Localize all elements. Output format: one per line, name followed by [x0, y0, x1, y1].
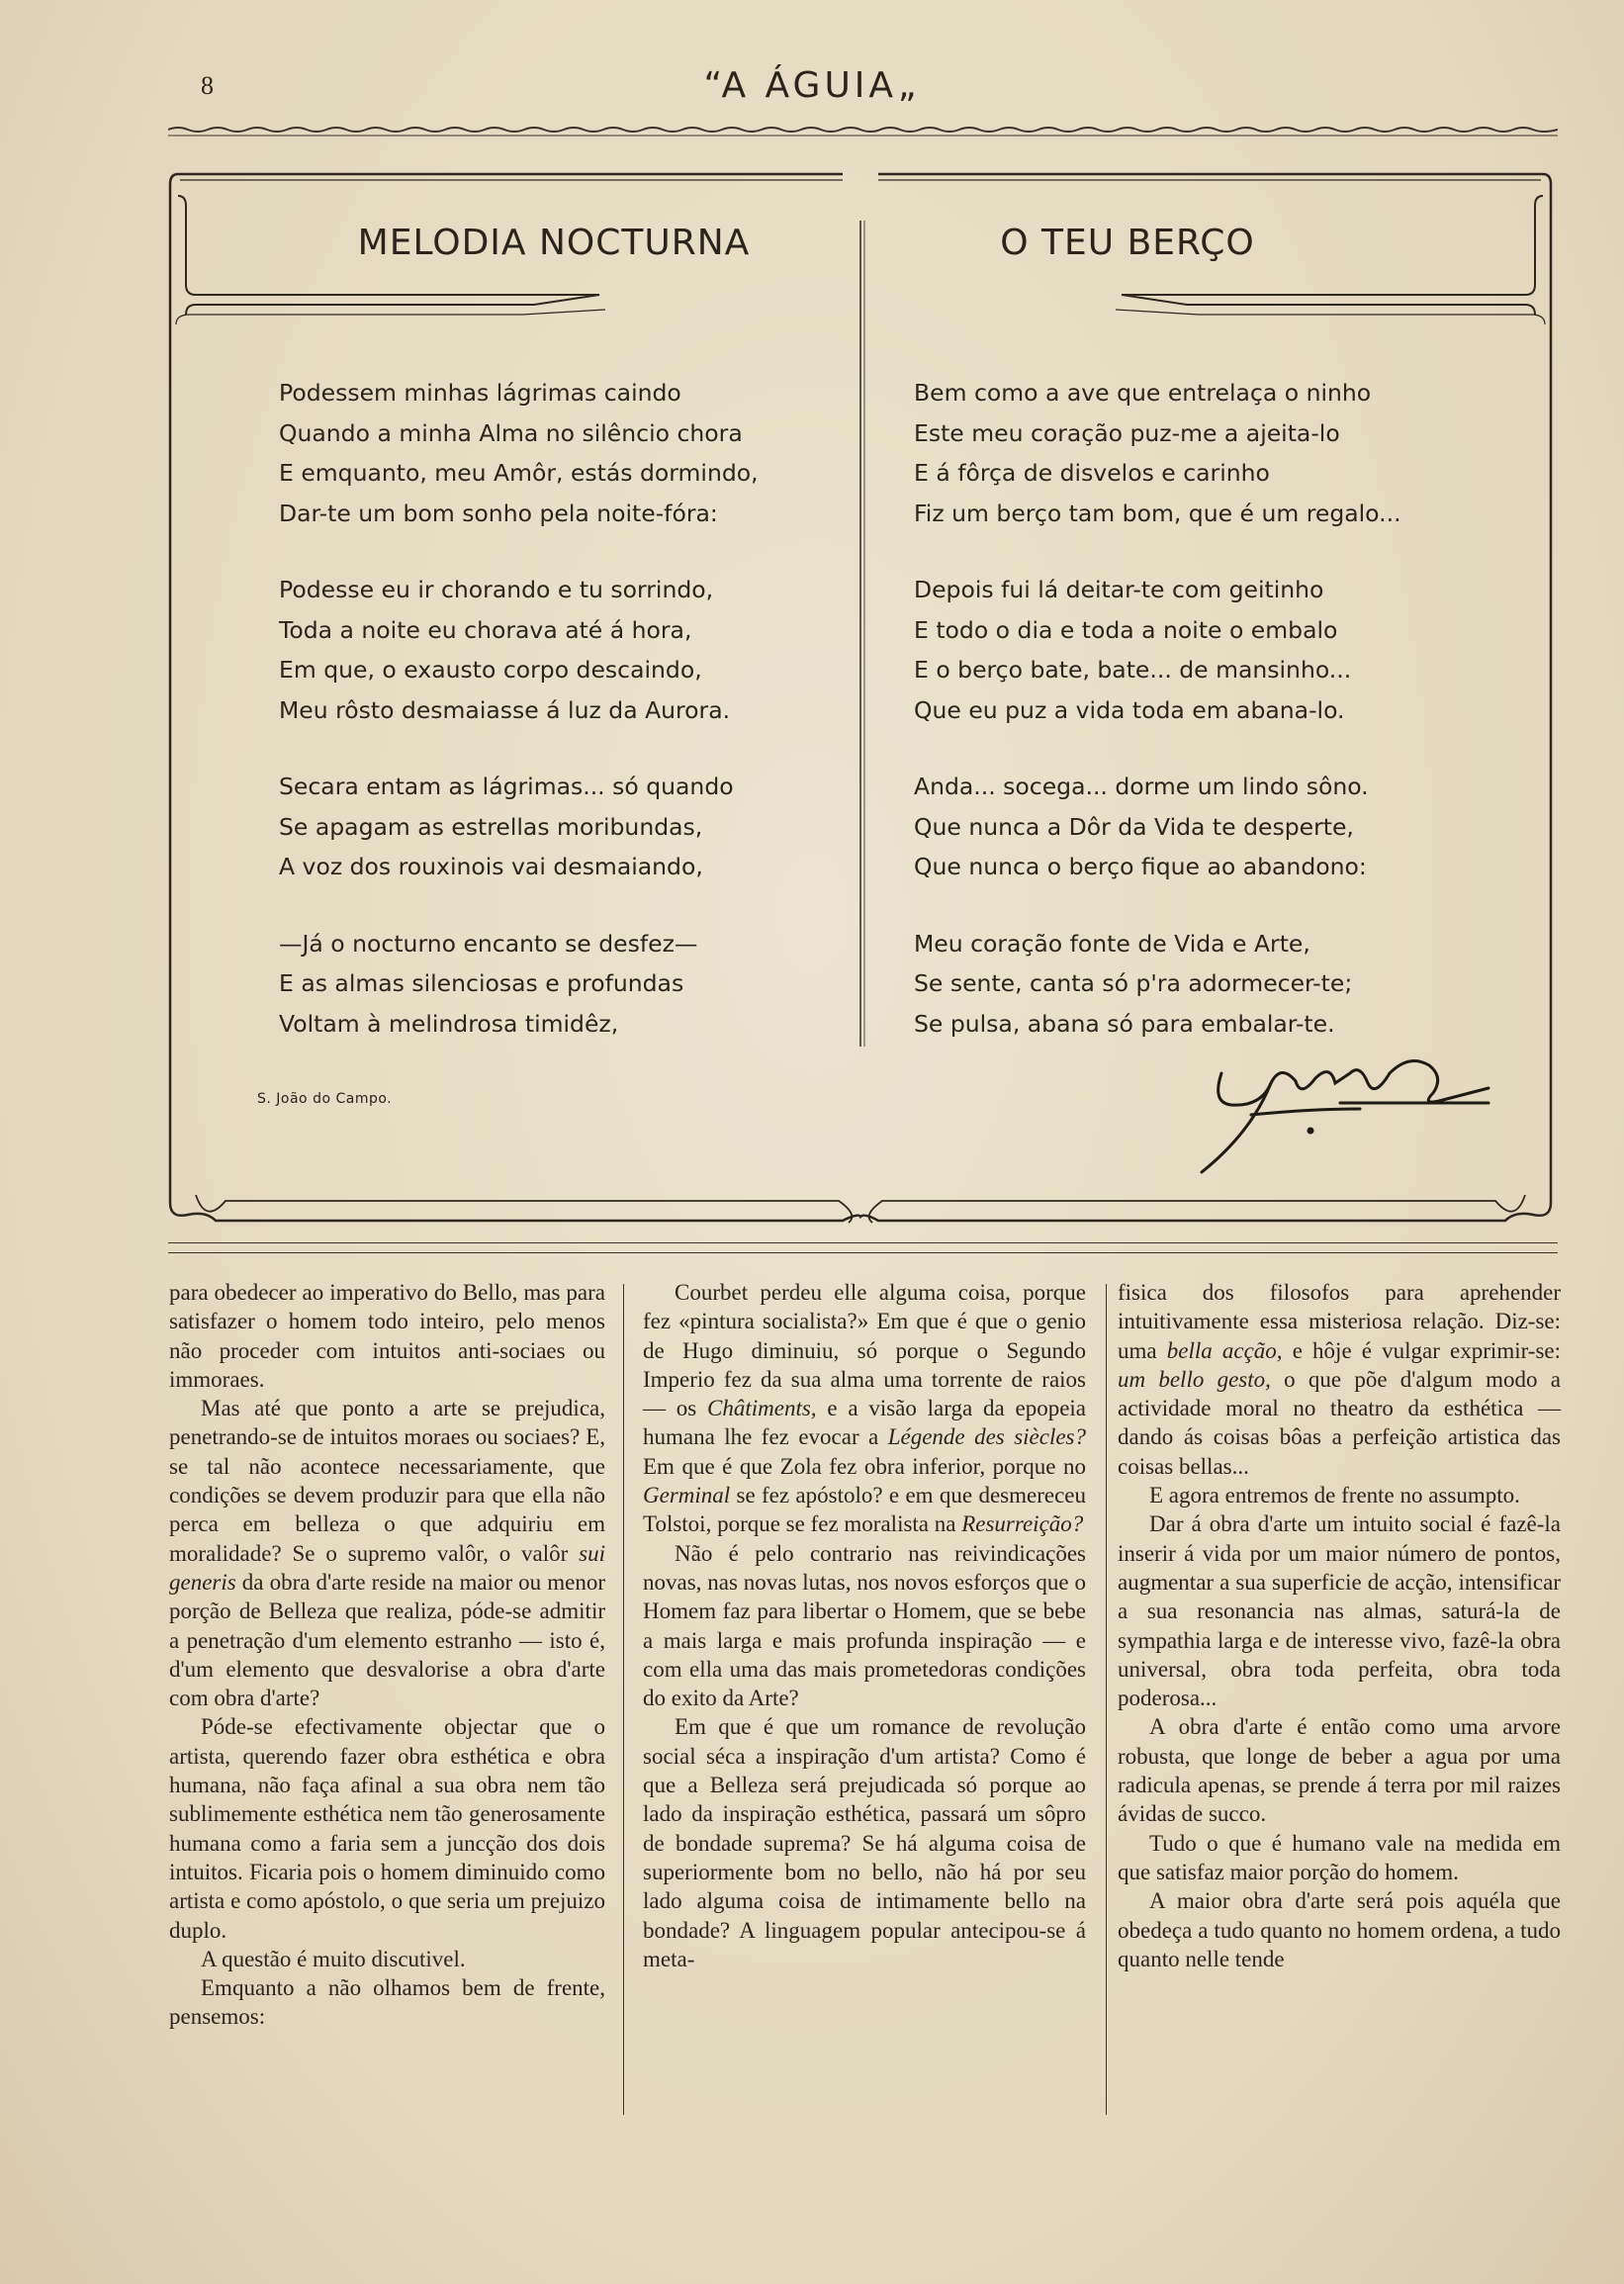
article-paragraph	[643, 1539, 1086, 1713]
paragraph-text: Courbet perdeu elle alguma coisa, porque fez «pintura socialista?» Em que é que o genio de Hugo diminuiu, só porque o Segundo Imperio fez da sua alma uma torrente de raios — os	[643, 1280, 1086, 1421]
paragraph-text: se fez apóstolo? e em que desmereceu Tolstoi, porque se fez moralista na	[643, 1483, 1086, 1537]
poem-line: Se pulsa, abana só para embalar-te.	[914, 1009, 1335, 1038]
section-rule-1	[168, 1242, 1558, 1243]
paragraph-text: Póde-se efectivamente objectar que o artista, querendo fazer obra esthética e obra humana, não faça afinal a sua obra nem tão sublimemente esthética nem tão generosamente humana como a faria sem a juncção dos dois intuitos. Ficaria pois o homem diminuido como artista e como apóstolo, o que seria um prejuizo duplo.	[169, 1714, 605, 1943]
article-paragraph	[643, 1712, 1086, 1973]
poem-stanza	[914, 767, 1401, 887]
article-column-3	[1118, 1278, 1561, 1973]
italic-title: bella acção,	[1166, 1337, 1283, 1363]
poem-line: Secara entam as lágrimas... só quando	[279, 773, 734, 800]
paragraph-text: A obra d'arte é então como uma arvore robusta, que longe de beber a agua por uma radicula apenas, se prende á terra por mil raizes ávidas de succo.	[1118, 1714, 1561, 1827]
paragraph-text: o que põe d'algum modo a actividade moral no theatro da esthética — dando ás coisas bôas a perfeição artistica das coisas bellas...	[1118, 1366, 1561, 1479]
italic-title: Germinal	[643, 1483, 731, 1508]
poem-line: Toda a noite eu chorava até á hora,	[279, 615, 692, 644]
poem-stanza	[279, 570, 759, 730]
poem-stanza	[279, 767, 759, 887]
italic-title: Châtiments,	[707, 1396, 817, 1421]
article-column-1	[169, 1278, 605, 2032]
paragraph-text: Não é pelo contrario nas reivindicações novas, nas novas lutas, nos novos esforços que o Homem faz para libertar o Homem, que se bebe a mais larga e mais profunda inspiração — e com ella uma das mais prometedoras condições do exito da Arte?	[643, 1540, 1086, 1711]
article-paragraph	[1118, 1886, 1561, 1973]
journal-title: “A ÁGUIA„	[703, 65, 921, 106]
page-number: 8	[201, 71, 214, 100]
section-rule-2	[168, 1252, 1558, 1253]
poem-line: —Já o nocturno encanto se desfez—	[279, 929, 698, 958]
poem-line: Este meu coração puz-me a ajeita-lo	[914, 418, 1340, 447]
article-paragraph	[1118, 1278, 1561, 1481]
paragraph-text: A maior obra d'arte será pois aquéla que obedeça a tudo quanto no homem ordena, a tudo quanto nelle tende	[1118, 1888, 1561, 1971]
paragraph-text: e a visão larga da epopeia humana lhe fez evocar a	[643, 1396, 1087, 1450]
header-wavy-rule	[168, 125, 1558, 138]
paragraph-text: Em que é que um romance de revolução social séca a inspiração d'um artista? Como é que a Belleza será prejudicada só porque ao lado da inspiração esthética, passará um sôpro de bondade suprema? Se há alguma coisa de superiormente bom no bello, não há por seu lado alguma coisa de intimamente bello na bondade? A linguagem popular antecipou-se á meta-	[643, 1714, 1086, 1971]
paragraph-text: Emquanto a não olhamos bem de frente, pensemos:	[169, 1975, 605, 2030]
poem-stanza	[279, 924, 759, 1045]
poem-line: Meu coração fonte de Vida e Arte,	[914, 929, 1310, 958]
paragraph-text: Dar á obra d'arte um intuito social é fazê-la inserir á vida por um maior número de pontos, augmentar a sua superficie de acção, intensificar a sua resonancia nas almas, saturá-la de sympathia larga e de interesse vivo, fazê-la obra universal, obra toda perfeita, obra toda poderosa...	[1118, 1511, 1561, 1711]
article-paragraph	[169, 1278, 605, 1394]
paragraph-text: Tudo o que é humano vale na medida em que satisfaz maior porção do homem.	[1118, 1830, 1561, 1884]
poem-stanza	[914, 373, 1401, 533]
poem-line: Em que, o exausto corpo descaindo,	[279, 656, 702, 684]
poem-stanza	[279, 373, 759, 533]
poem-line: Que nunca a Dôr da Vida te desperte,	[914, 812, 1354, 841]
article-paragraph	[169, 1394, 605, 1712]
article-paragraph	[169, 1945, 605, 1973]
poem-line: Podessem minhas lágrimas caindo	[279, 379, 681, 407]
poem-line: Podesse eu ir chorando e tu sorrindo,	[279, 576, 714, 603]
column-rule-2	[1106, 1284, 1107, 2115]
poem-line: E todo o dia e toda a noite o embalo	[914, 615, 1338, 644]
italic-title: um bello gesto,	[1118, 1366, 1271, 1392]
italic-title: sui generis	[169, 1540, 605, 1595]
poem-line: Dar-te um bom sonho pela noite-fóra:	[279, 499, 718, 527]
poem-stanza	[914, 924, 1401, 1045]
poem-line: E emquanto, meu Amôr, estás dormindo,	[279, 459, 759, 487]
column-rule-1	[623, 1284, 624, 2115]
poem-line: Meu rôsto desmaiasse á luz da Aurora.	[279, 695, 731, 724]
article-paragraph	[169, 1712, 605, 1944]
paragraph-text: e hôje é vulgar exprimir-se:	[1282, 1337, 1562, 1363]
poem-line: Voltam à melindrosa timidêz,	[279, 1009, 619, 1038]
author-signature	[1192, 1044, 1498, 1182]
italic-title: Resurreição?	[961, 1511, 1084, 1537]
poem-line: Anda... socega... dorme um lindo sôno.	[914, 773, 1369, 800]
paragraph-text: E agora entremos de frente no assumpto.	[1149, 1483, 1520, 1508]
article-paragraph	[1118, 1509, 1561, 1712]
poem-left-body	[279, 373, 759, 1080]
poem-line: Que nunca o berço fique ao abandono:	[914, 853, 1367, 880]
paragraph-text: para obedecer ao imperativo do Bello, mas para satisfazer o homem todo inteiro, pelo menos não proceder com intuitos anti-sociaes ou immoraes.	[169, 1280, 605, 1392]
article-column-2	[643, 1278, 1086, 1973]
poem-line: Depois fui lá deitar-te com geitinho	[914, 576, 1324, 603]
article-paragraph	[1118, 1712, 1561, 1828]
poem-line: Fiz um berço tam bom, que é um regalo...	[914, 499, 1401, 527]
poem-line: Bem como a ave que entrelaça o ninho	[914, 379, 1372, 407]
poem-stanza	[914, 570, 1401, 730]
article-paragraph	[643, 1278, 1086, 1539]
paragraph-text: fisica dos filosofos para aprehender intuitivamente essa misteriosa relação. Diz-se: uma	[1118, 1280, 1561, 1363]
paragraph-text: Em que é que Zola fez obra inferior, porque no	[643, 1453, 1086, 1479]
paragraph-text: da obra d'arte reside na maior ou menor porção de Belleza que realiza, póde-se admitir a penetração d'um elemento estranho — isto é, d'um elemento que desvalorise a obra d'arte com obra d'arte?	[169, 1569, 605, 1711]
paragraph-text: Mas até que ponto a arte se prejudica, penetrando-se de intuitos moraes ou sociaes? E, se tal não acontece necessariamente, que condições se devem produzir para que ella não perca em belleza o que adquiriu em moralidade? Se o supremo valôr, o valôr	[169, 1396, 605, 1566]
poem-line: E o berço bate, bate... de mansinho...	[914, 656, 1352, 684]
poem-title-right: O TEU BERÇO	[1000, 223, 1255, 263]
poem-line: Que eu puz a vida toda em abana-lo.	[914, 695, 1345, 724]
article-paragraph	[1118, 1481, 1561, 1509]
italic-title: Légende des siècles?	[887, 1424, 1086, 1450]
poem-line: A voz dos rouxinois vai desmaiando,	[279, 853, 703, 880]
poem-line: Quando a minha Alma no silêncio chora	[279, 418, 743, 447]
poem-line: E as almas silenciosas e profundas	[279, 969, 684, 997]
paragraph-text: A questão é muito discutivel.	[201, 1946, 466, 1971]
poem-right-body	[914, 373, 1401, 1080]
poem-place-signature: S. João do Campo.	[257, 1091, 393, 1107]
poem-line: Se sente, canta só p'ra adormecer-te;	[914, 969, 1353, 997]
poem-line: E á fôrça de disvelos e carinho	[914, 459, 1270, 487]
article-paragraph	[169, 1973, 605, 2032]
poem-title-left: MELODIA NOCTURNA	[357, 223, 751, 263]
article-paragraph	[1118, 1829, 1561, 1887]
poem-line: Se apagam as estrellas moribundas,	[279, 812, 703, 841]
